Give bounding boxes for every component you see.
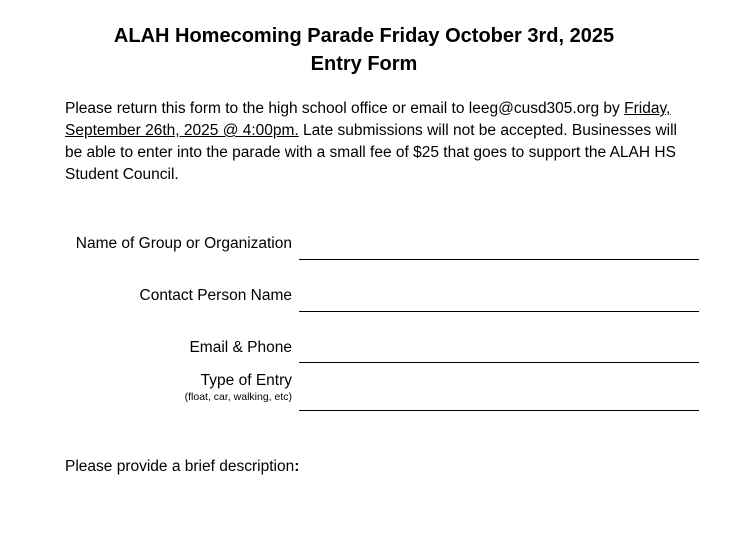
email-phone-field[interactable] (299, 362, 699, 363)
description-prompt-text: Please provide a brief description (65, 458, 295, 475)
form-title: ALAH Homecoming Parade Friday October 3rd, 2025 (113, 25, 615, 47)
instructions-text-start: Please return this form to the high school office or email to leeg@cusd305.org by (65, 100, 625, 117)
entry-type-hint: (float, car, walking, etc) (184, 391, 292, 403)
contact-person-label: Contact Person Name (139, 287, 292, 304)
description-prompt (65, 456, 299, 478)
form-subtitle: Entry Form (310, 53, 418, 75)
instructions-paragraph (65, 98, 685, 186)
email-phone-label: Email & Phone (189, 339, 292, 356)
contact-person-field[interactable] (299, 311, 699, 312)
instructions-text-end: Late submissions will not be accepted. Businesses will be able to enter into the parade with a small fee of $25 that goes to support the ALAH HS Student Council. (65, 122, 677, 183)
entry-type-label: Type of Entry (200, 372, 292, 389)
group-name-label: Name of Group or Organization (75, 235, 292, 252)
group-name-field[interactable] (299, 259, 699, 260)
deadline-text: Friday, September 26th, 2025 @ 4:00pm. (65, 100, 671, 139)
entry-type-field[interactable] (299, 410, 699, 411)
description-prompt-colon: : (294, 458, 300, 475)
